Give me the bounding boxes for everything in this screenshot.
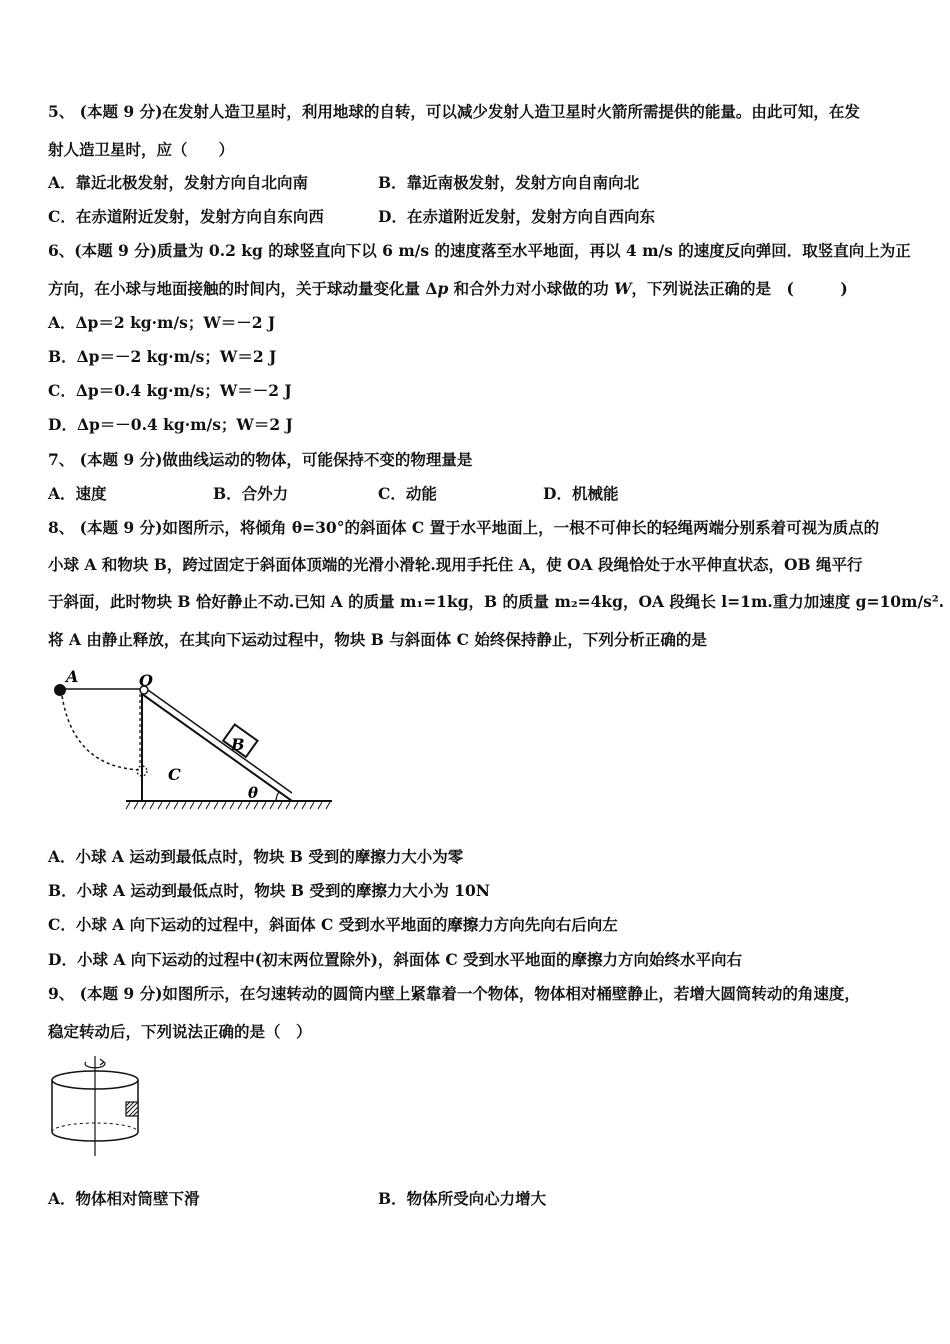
q6-line2-part1: 方向，在小球与地面接触的时间内，关于球动量变化量 Δ (48, 279, 438, 298)
q6-stem-line1: 6、(本题 9 分)质量为 0.2 kg 的球竖直向下以 6 m/s 的速度落至水平地面，再以 4 m/s 的速度反向弹回．取竖直向上为正 (48, 241, 911, 260)
label-a: A (66, 668, 79, 686)
q8-stem-line2: 小球 A 和物块 B，跨过固定于斜面体顶端的光滑小滑轮.现用手托住 A，使 OA 段绳恰处于水平伸直状态，OB 绳平行 (48, 555, 863, 574)
q8-option-a: A．小球 A 运动到最低点时，物块 B 受到的摩擦力大小为零 (48, 847, 464, 866)
q9-option-a: A．物体相对筒壁下滑 (48, 1189, 200, 1208)
q6-line2-part2: 和合外力对小球做的功 (448, 279, 615, 298)
q5-option-d: D．在赤道附近发射，发射方向自西向东 (378, 207, 655, 226)
q8-stem-line3: 于斜面，此时物块 B 恰好静止不动.已知 A 的质量 m₁=1kg，B 的质量 m₂=4kg，OA 段绳长 l=1m.重力加速度 g=10m/s². (48, 592, 945, 611)
q6-stem-line2 (48, 278, 848, 300)
ball-a (54, 684, 66, 696)
label-c: C (168, 765, 181, 784)
object-on-wall (126, 1102, 138, 1116)
ball-a-trajectory (62, 696, 142, 770)
q6-option-b: B．Δp＝－2 kg·m/s；W＝2 J (48, 347, 277, 366)
q8-stem-line1: 8、 (本题 9 分)如图所示，将倾角 θ=30°的斜面体 C 置于水平地面上，一根不可伸长的轻绳两端分别系着可视为质点的 (48, 518, 880, 537)
q6-option-d: D．Δp＝－0.4 kg·m/s；W＝2 J (48, 415, 293, 434)
q6-option-a: A．Δp＝2 kg·m/s；W＝－2 J (48, 313, 276, 332)
q9-stem-line2: 稳定转动后，下列说法正确的是（ ） (48, 1022, 312, 1041)
q7-stem: 7、 (本题 9 分)做曲线运动的物体，可能保持不变的物理量是 (48, 450, 473, 469)
incline-pulley-figure (44, 668, 344, 818)
q9-option-b: B．物体所受向心力增大 (378, 1189, 547, 1208)
incline-slope (142, 694, 292, 801)
q6-line2-part3: ，下列说法正确的是 ( ) (631, 279, 848, 298)
q9-stem-line1: 9、 (本题 9 分)如图所示，在匀速转动的圆筒内壁上紧靠着一个物体，物体相对桶壁静止，若增大圆筒转动的角速度， (48, 984, 860, 1003)
q7-option-d: D．机械能 (543, 484, 619, 503)
q7-option-c: C．动能 (378, 484, 437, 503)
q5-stem-line1: 5、 (本题 9 分)在发射人造卫星时，利用地球的自转，可以减少发射人造卫星时火箭所需提供的能量。由此可知，在发 (48, 102, 860, 121)
q5-option-c: C．在赤道附近发射，发射方向自东向西 (48, 207, 324, 226)
rotating-cylinder-figure (46, 1052, 146, 1160)
angle-arc (276, 792, 279, 801)
q6-option-c: C．Δp＝0.4 kg·m/s；W＝－2 J (48, 381, 292, 400)
q5-option-b: B．靠近南极发射，发射方向自南向北 (378, 173, 640, 192)
q5-stem-line2: 射人造卫星时，应（ ） (48, 140, 235, 159)
q6-line2-symbol-p: p (437, 279, 449, 298)
q7-option-a: A．速度 (48, 484, 107, 503)
q8-stem-line4: 将 A 由静止释放，在其向下运动过程中，物块 B 与斜面体 C 始终保持静止，下列分析正确的是 (48, 630, 707, 649)
q7-option-b: B．合外力 (213, 484, 289, 503)
q5-option-a: A．靠近北极发射，发射方向自北向南 (48, 173, 309, 192)
q6-line2-symbol-w: W (614, 279, 632, 298)
q8-option-d: D．小球 A 向下运动的过程中(初末两位置除外)，斜面体 C 受到水平地面的摩擦力方向始终水平向右 (48, 950, 743, 969)
label-theta: θ (248, 784, 259, 802)
label-b: B (231, 735, 245, 754)
label-o: O (139, 671, 153, 690)
q8-option-b: B．小球 A 运动到最低点时，物块 B 受到的摩擦力大小为 10N (48, 881, 490, 900)
q8-option-c: C．小球 A 向下运动的过程中，斜面体 C 受到水平地面的摩擦力方向先向右后向左 (48, 915, 618, 934)
